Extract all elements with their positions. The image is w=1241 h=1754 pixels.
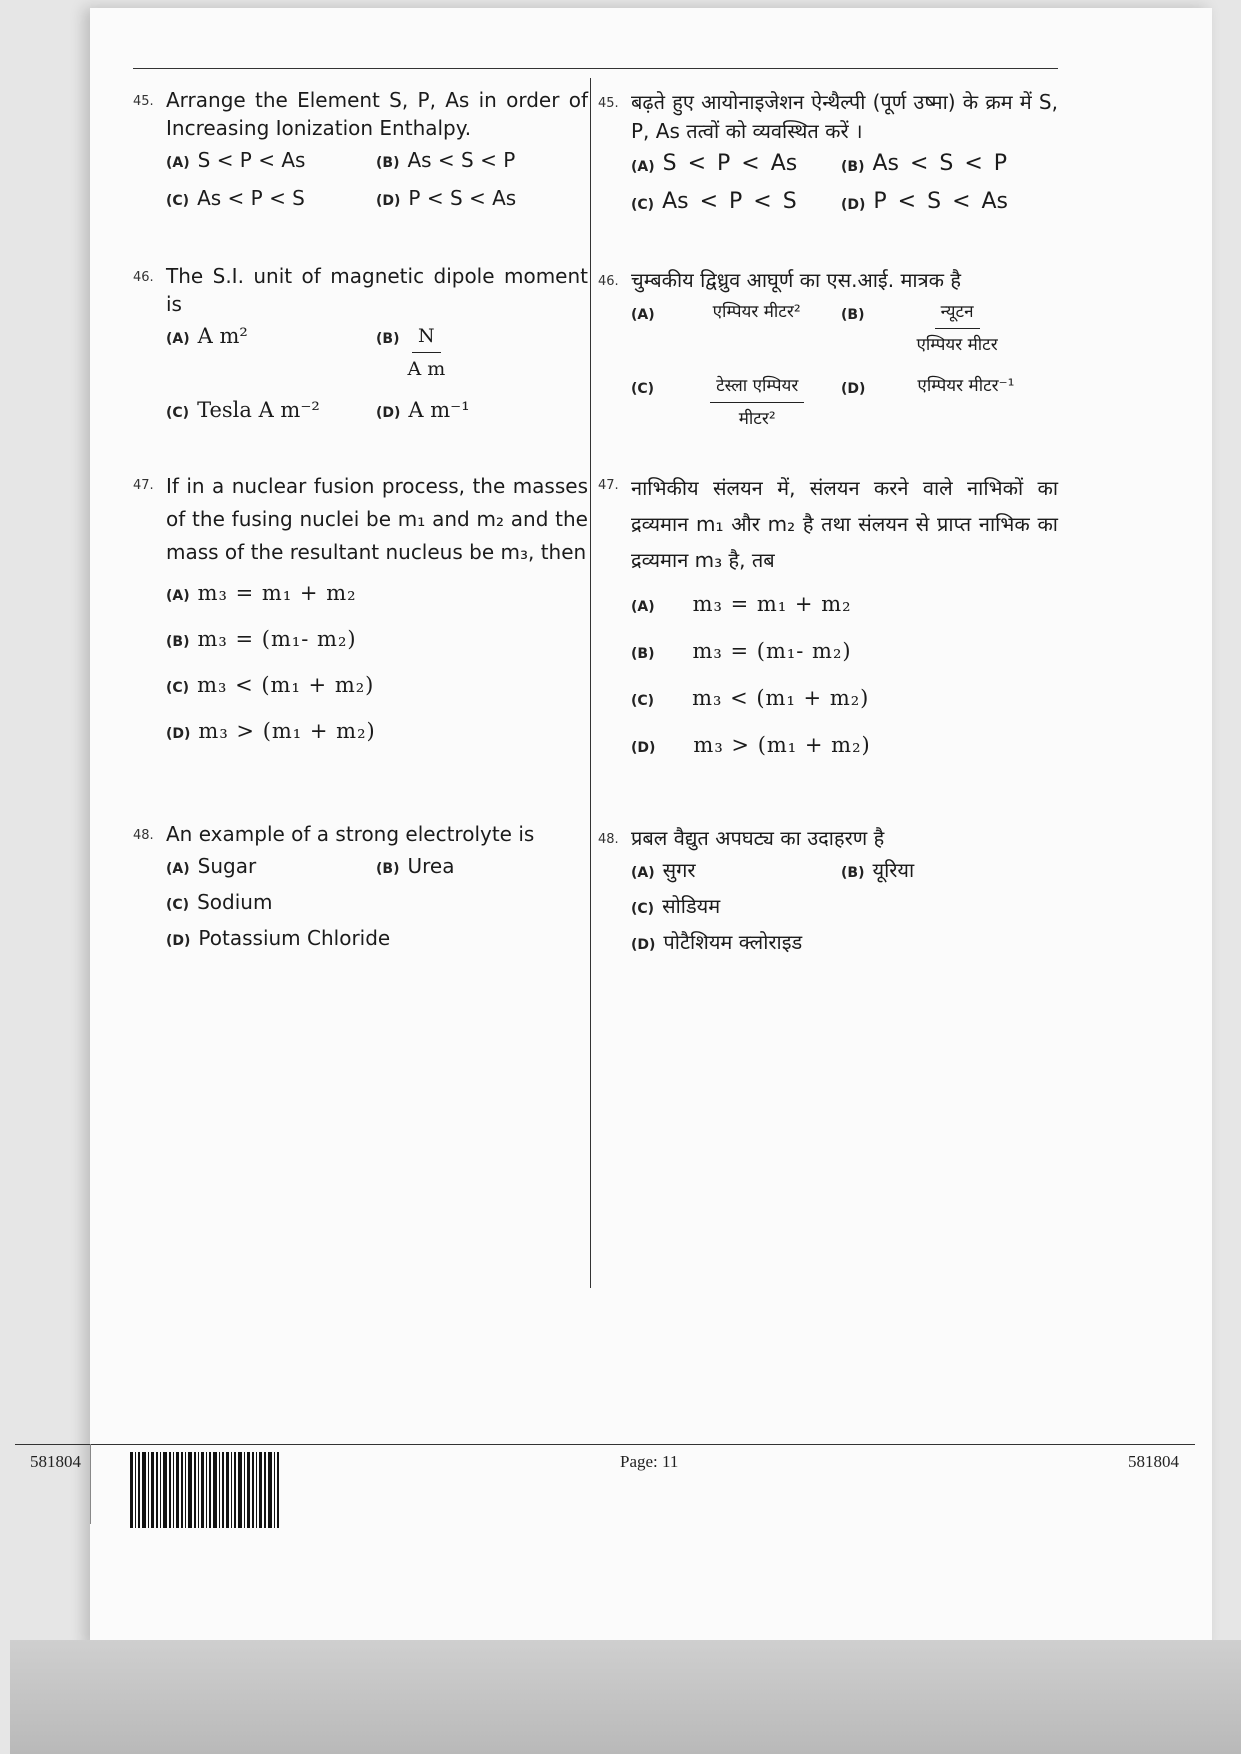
footer-left-divider xyxy=(90,1444,91,1524)
option-d[interactable]: (D) P < S < As xyxy=(376,186,517,210)
option-d[interactable]: (D) Potassium Chloride xyxy=(166,926,391,950)
option-a[interactable]: (A) m₃ = m₁ + m₂ xyxy=(166,581,357,605)
footer-code-left: 581804 xyxy=(30,1452,81,1471)
question-stem: प्रबल वैद्युत अपघट्य का उदाहरण है xyxy=(631,826,885,850)
option-a[interactable]: (A) Sugar xyxy=(166,854,257,878)
question-46-en xyxy=(133,262,588,430)
option-b[interactable]: (B) As < S < P xyxy=(841,151,1008,176)
question-number: 48. xyxy=(598,832,619,847)
option-c[interactable]: (C) Tesla A m⁻² xyxy=(166,398,320,422)
question-stem: नाभिकीय संलयन में, संलयन करने वाले नाभिकों का द्रव्यमान m₁ और m₂ है तथा संलयन से प्राप्त नाभिक का द्रव्यमान m₃ है, तब xyxy=(631,476,1058,572)
option-c[interactable]: (C) सोडियम xyxy=(631,894,721,918)
question-number: 46. xyxy=(133,270,154,285)
scan-shadow xyxy=(10,1640,1241,1754)
question-number: 48. xyxy=(133,828,154,843)
barcode xyxy=(130,1452,320,1528)
option-c[interactable]: (C) $\frac{\text{टेस्ला एम्पियर}}{\text{मीटर²}}$ xyxy=(631,372,841,433)
question-45-en xyxy=(133,86,588,218)
option-d[interactable]: (D) P < S < As xyxy=(841,189,1009,214)
footer-rule xyxy=(15,1444,1195,1445)
question-45-hi xyxy=(598,88,1058,226)
question-number: 47. xyxy=(598,478,619,493)
option-a[interactable]: (A) m₃ = m₁ + m₂ xyxy=(631,592,852,616)
option-d[interactable]: (D) पोटैशियम क्लोराइड xyxy=(631,930,803,954)
footer-code-right: 581804 xyxy=(1128,1452,1179,1471)
option-b[interactable]: (B) $\frac{\text{न्यूटन}}{\text{एम्पियर मीटर}}$ xyxy=(841,298,1051,359)
option-b[interactable]: (B) m₃ = (m₁- m₂) xyxy=(166,627,357,651)
question-stem: Arrange the Element S, P, As in order of Increasing Ionization Enthalpy. xyxy=(166,88,588,140)
option-a[interactable]: (A) S < P < As xyxy=(166,148,306,172)
option-b[interactable]: (B) As < S < P xyxy=(376,148,516,172)
fraction: $\frac{N}{\text{A m}}$ xyxy=(407,322,445,383)
fraction: $\frac{\text{न्यूटन}}{\text{एम्पियर मीटर}}$ xyxy=(916,298,997,359)
option-c[interactable]: (C) m₃ < (m₁ + m₂) xyxy=(166,673,375,697)
option-b[interactable]: (B) m₃ = (m₁- m₂) xyxy=(631,639,852,663)
option-a[interactable]: (A) A m² xyxy=(166,324,248,348)
option-d[interactable]: (D) m₃ > (m₁ + m₂) xyxy=(631,733,871,757)
question-47-hi xyxy=(598,470,1058,778)
question-stem: बढ़ते हुए आयोनाइजेशन ऐन्थैल्पी (पूर्ण उष्मा) के क्रम में S, P, As तत्वों को व्यवस्थित करें । xyxy=(631,90,1058,143)
fraction: $\frac{\text{टेस्ला एम्पियर}}{\text{मीटर²}}$ xyxy=(710,372,804,433)
question-48-en xyxy=(133,820,588,958)
option-a[interactable]: (A) सुगर xyxy=(631,858,696,882)
option-c[interactable]: (C) As < P < S xyxy=(631,189,797,214)
question-47-en xyxy=(133,470,588,763)
top-rule xyxy=(133,68,1058,69)
question-48-hi xyxy=(598,824,1058,962)
question-number: 45. xyxy=(133,94,154,109)
option-c[interactable]: (C) Sodium xyxy=(166,890,273,914)
option-a[interactable]: (A) एम्पियर मीटर² xyxy=(631,302,801,323)
question-stem: If in a nuclear fusion process, the masses of the fusing nuclei be m₁ and m₂ and the mass of the resultant nucleus be m₃, then xyxy=(166,474,588,564)
question-number: 45. xyxy=(598,96,619,111)
question-stem: चुम्बकीय द्विध्रुव आघूर्ण का एस.आई. मात्रक है xyxy=(631,268,961,292)
option-d[interactable]: (D) एम्पियर मीटर⁻¹ xyxy=(841,376,1015,397)
option-b[interactable]: (B) $\frac{N}{\text{A m}}$ xyxy=(376,322,586,383)
option-a[interactable]: (A) S < P < As xyxy=(631,151,798,176)
question-46-hi xyxy=(598,266,1058,433)
question-stem: The S.I. unit of magnetic dipole moment is xyxy=(166,264,588,316)
question-number: 46. xyxy=(598,274,619,289)
column-divider xyxy=(590,78,591,1288)
option-c[interactable]: (C) As < P < S xyxy=(166,186,305,210)
page-number: Page: 11 xyxy=(620,1452,679,1471)
option-d[interactable]: (D) A m⁻¹ xyxy=(376,398,470,422)
question-stem: An example of a strong electrolyte is xyxy=(166,822,535,846)
option-d[interactable]: (D) m₃ > (m₁ + m₂) xyxy=(166,719,376,743)
option-c[interactable]: (C) m₃ < (m₁ + m₂) xyxy=(631,686,870,710)
option-b[interactable]: (B) यूरिया xyxy=(841,858,915,882)
option-b[interactable]: (B) Urea xyxy=(376,854,455,878)
question-number: 47. xyxy=(133,478,154,493)
